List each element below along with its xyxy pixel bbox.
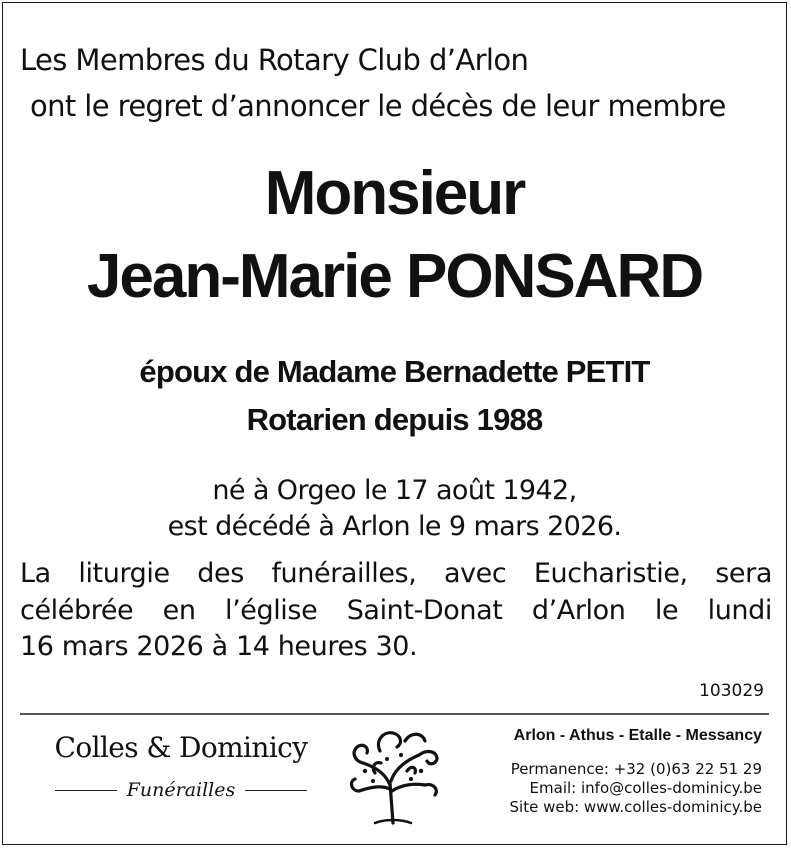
website-line: Site web: www.colles-dominicy.be bbox=[509, 798, 762, 816]
subtitle-rule-right bbox=[245, 790, 307, 791]
liturgy-word: Eucharistie, bbox=[533, 558, 688, 589]
funeral-home-subtitle-row bbox=[43, 779, 319, 801]
death-notice bbox=[2, 2, 787, 845]
liturgy-word: lundi bbox=[707, 595, 772, 626]
tree-icon bbox=[345, 721, 445, 825]
deceased-name: Jean-Marie PONSARD bbox=[86, 242, 703, 311]
liturgy-line-2 bbox=[20, 595, 772, 626]
liturgy-word: funérailles, bbox=[271, 558, 417, 589]
membership-line: Rotarien depuis 1988 bbox=[246, 402, 543, 437]
death-line: est décédé à Arlon le 9 mars 2026. bbox=[167, 511, 622, 542]
liturgy-word: sera bbox=[715, 558, 772, 589]
phone-line: Permanence: +32 (0)63 22 51 29 bbox=[510, 760, 762, 778]
branch-cities: Arlon - Athus - Etalle - Messancy bbox=[513, 727, 762, 744]
liturgy-line-3: 16 mars 2026 à 14 heures 30. bbox=[20, 631, 418, 662]
liturgy-word: célébrée bbox=[20, 595, 134, 626]
liturgy-word: avec bbox=[443, 558, 507, 589]
subtitle-rule-left bbox=[55, 790, 117, 791]
liturgy-line-1 bbox=[20, 558, 772, 589]
funeral-home-name: Colles & Dominicy bbox=[54, 731, 308, 764]
intro-line-2: ont le regret d’annoncer le décès de leur membre bbox=[30, 89, 726, 123]
reference-number: 103029 bbox=[699, 681, 764, 701]
email-line: Email: info@colles-dominicy.be bbox=[529, 779, 762, 797]
liturgy-word: La bbox=[20, 558, 51, 589]
liturgy-word: des bbox=[197, 558, 244, 589]
footer-divider bbox=[20, 713, 769, 715]
liturgy-word: l’église bbox=[224, 595, 318, 626]
liturgy-word: Saint-Donat bbox=[346, 595, 503, 626]
liturgy-word: en bbox=[162, 595, 196, 626]
liturgy-word: le bbox=[654, 595, 679, 626]
spouse-line: époux de Madame Bernadette PETIT bbox=[139, 354, 650, 389]
liturgy-word: liturgie bbox=[78, 558, 170, 589]
honorific: Monsieur bbox=[264, 159, 525, 228]
liturgy-word: d’Arlon bbox=[531, 595, 626, 626]
intro-line-1: Les Membres du Rotary Club d’Arlon bbox=[20, 43, 529, 77]
funeral-home-subtitle: Funérailles bbox=[126, 779, 236, 801]
birth-line: né à Orgeo le 17 août 1942, bbox=[212, 475, 577, 506]
